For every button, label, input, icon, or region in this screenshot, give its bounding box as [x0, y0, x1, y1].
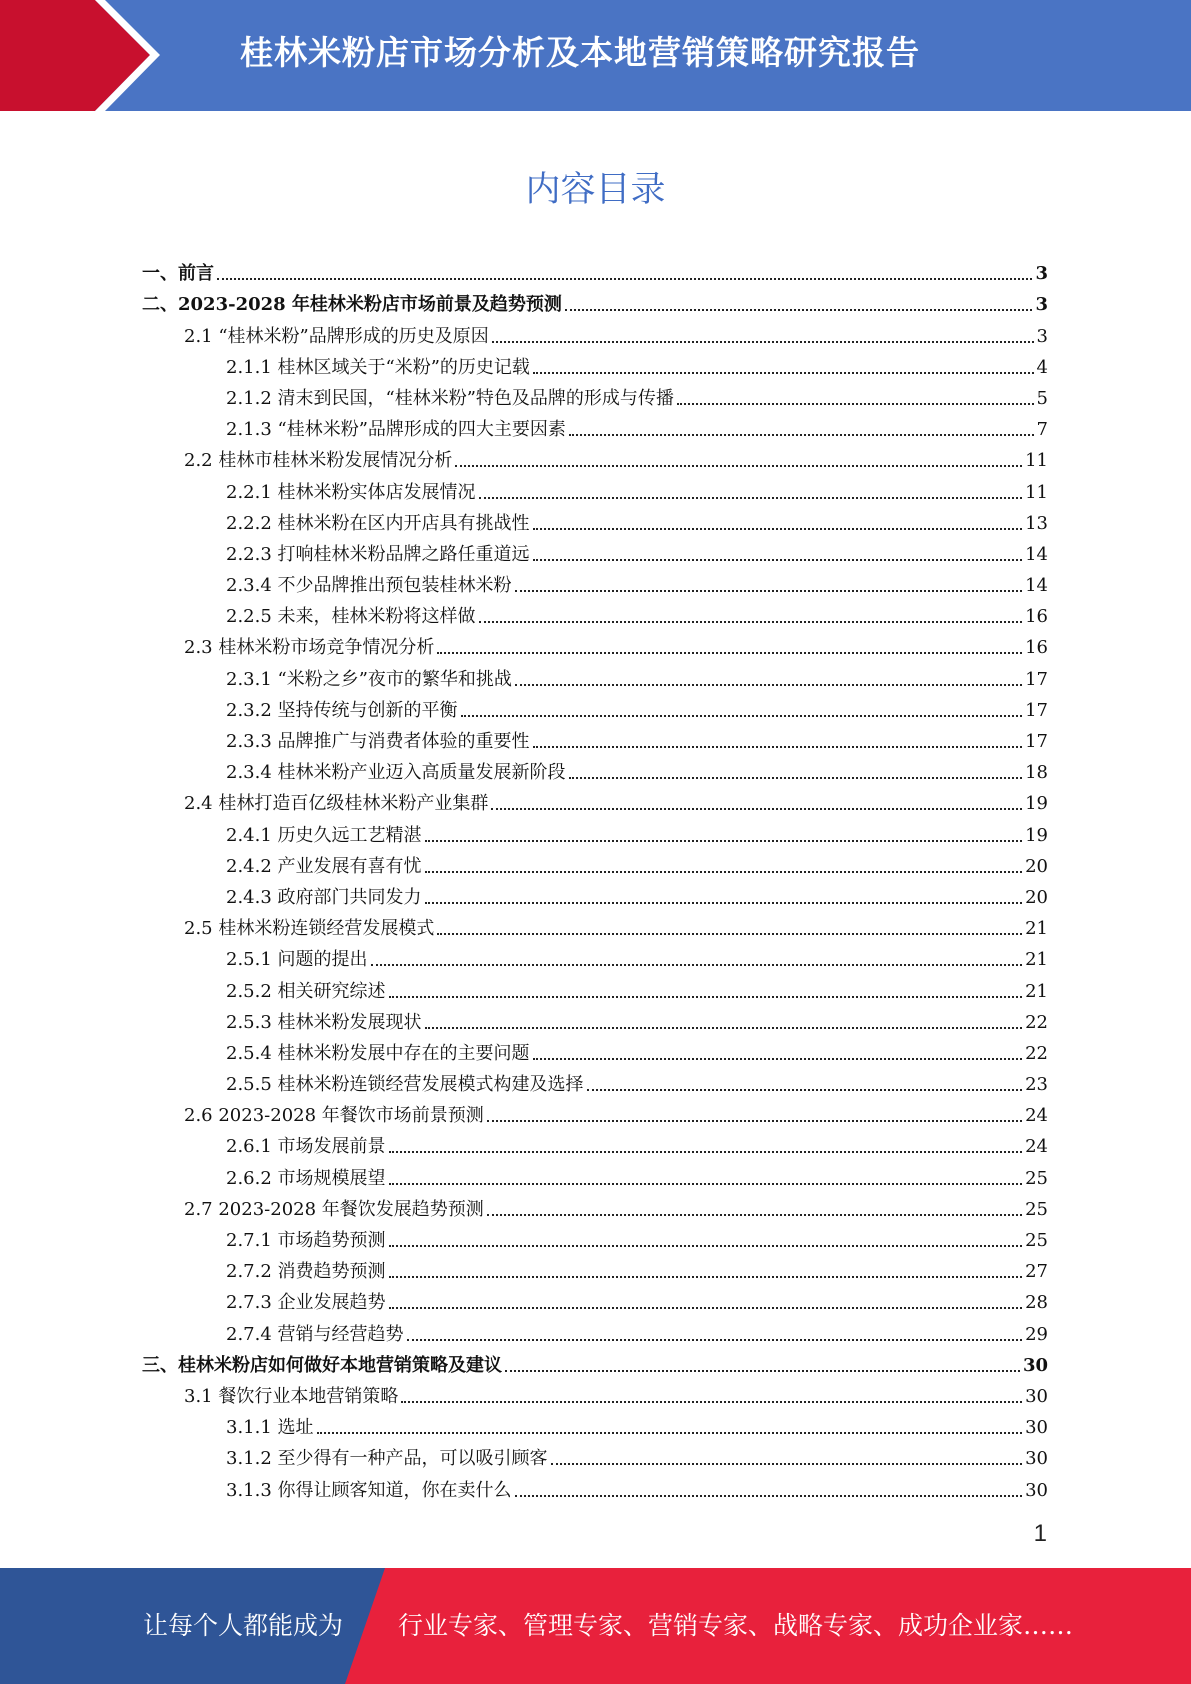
toc-entry-title: 2.3.1 “米粉之乡”夜市的繁华和挑战 [226, 668, 512, 690]
toc-entry-title: 2.1.2 清末到民国，“桂林米粉”特色及品牌的形成与传播 [226, 387, 674, 409]
toc-dot-leader [389, 1245, 1023, 1247]
toc-entry-title: 2.5.5 桂林米粉连锁经营发展模式构建及选择 [226, 1074, 584, 1096]
toc-entry-page: 14 [1025, 575, 1048, 597]
toc-dot-leader [425, 871, 1023, 873]
toc-entry-title: 2.3.3 品牌推广与消费者体验的重要性 [226, 731, 530, 752]
toc-dot-leader [217, 278, 1032, 280]
toc-entry-level3[interactable] [142, 691, 1048, 722]
toc-entry-page: 17 [1025, 668, 1048, 690]
toc-entry-title: 3.1.3 你得让顾客知道，你在卖什么 [226, 1479, 512, 1501]
toc-entry-level3[interactable] [142, 847, 1048, 878]
header-banner [0, 0, 1191, 111]
toc-entry-page: 5 [1036, 387, 1048, 409]
toc-entry-level3[interactable] [142, 1065, 1048, 1096]
toc-entry-level3[interactable] [142, 722, 1048, 753]
toc-dot-leader [515, 684, 1022, 686]
toc-entry-title: 2.6 2023-2028 年餐饮市场前景预测 [184, 1105, 484, 1127]
toc-entry-page: 19 [1025, 824, 1048, 846]
toc-dot-leader [533, 1058, 1023, 1060]
toc-dot-leader [437, 933, 1022, 935]
toc-entry-page: 24 [1025, 1136, 1048, 1158]
toc-entry-page: 22 [1025, 1042, 1048, 1064]
toc-entry-title: 2.6.2 市场规模展望 [226, 1167, 386, 1189]
toc-entry-page: 25 [1025, 1198, 1048, 1220]
toc-entry-title: 2.3 桂林米粉市场竞争情况分析 [184, 637, 435, 659]
toc-entry-title: 2.3.2 坚持传统与创新的平衡 [226, 699, 458, 721]
toc-entry-title: 2.1.3 “桂林米粉”品牌形成的四大主要因素 [226, 419, 566, 441]
toc-dot-leader [407, 1339, 1023, 1341]
toc-entry-level1[interactable] [142, 285, 1048, 316]
toc-dot-leader [389, 1183, 1023, 1185]
toc-dot-leader [425, 1027, 1023, 1029]
toc-dot-leader [401, 1401, 1022, 1403]
toc-entry-title: 2.1 “桂林米粉”品牌形成的历史及原因 [184, 325, 489, 347]
toc-dot-leader [515, 590, 1023, 592]
toc-entry-level2[interactable] [142, 441, 1048, 472]
toc-entry-level3[interactable] [142, 815, 1048, 846]
toc-entry-level3[interactable] [142, 1470, 1048, 1501]
toc-entry-level3[interactable] [142, 566, 1048, 597]
footer-banner [0, 1568, 1191, 1684]
toc-entry-page: 22 [1025, 1011, 1048, 1033]
toc-dot-leader [455, 465, 1022, 467]
toc-dot-leader [569, 777, 1023, 779]
toc-dot-leader [479, 621, 1023, 623]
toc-entry-title: 2.7.4 营销与经营趋势 [226, 1323, 404, 1345]
toc-entry-title: 2.4.1 历史久远工艺精湛 [226, 824, 422, 846]
toc-dot-leader [515, 1495, 1023, 1497]
toc-dot-leader [569, 434, 1034, 436]
toc-entry-level2[interactable] [142, 1377, 1048, 1408]
toc-entry-title: 2.2.5 未来，桂林米粉将这样做 [226, 606, 476, 628]
toc-dot-leader [533, 372, 1034, 374]
toc-entry-title: 2.2.3 打响桂林米粉品牌之路任重道远 [226, 543, 530, 565]
toc-dot-leader [487, 1214, 1022, 1216]
toc-dot-leader [491, 808, 1022, 810]
toc-dot-leader [371, 964, 1023, 966]
toc-dot-leader [551, 1463, 1023, 1465]
toc-entry-page: 30 [1025, 1417, 1048, 1439]
toc-entry-level3[interactable] [142, 940, 1048, 971]
toc-entry-page: 13 [1025, 512, 1048, 534]
toc-entry-level3[interactable] [142, 1252, 1048, 1283]
toc-dot-leader [487, 1120, 1022, 1122]
toc-entry-title: 一、前言 [142, 263, 214, 285]
toc-entry-level3[interactable] [142, 597, 1048, 628]
toc-entry-title: 2.5.1 问题的提出 [226, 949, 368, 971]
toc-entry-page: 25 [1025, 1167, 1048, 1189]
toc-dot-leader [425, 902, 1023, 904]
page-number: 1 [1033, 1520, 1047, 1547]
toc-entry-level2[interactable] [142, 1190, 1048, 1221]
toc-entry-page: 24 [1025, 1105, 1048, 1127]
toc-entry-level3[interactable] [142, 753, 1048, 784]
toc-entry-page: 20 [1025, 886, 1048, 908]
toc-entry-title: 2.4.3 政府部门共同发力 [226, 886, 422, 908]
toc-entry-title: 二、2023-2028 年桂林米粉店市场前景及趋势预测 [142, 294, 562, 316]
toc-entry-page: 30 [1025, 1479, 1048, 1501]
toc-entry-level3[interactable] [142, 971, 1048, 1002]
toc-entry-title: 2.5 桂林米粉连锁经营发展模式 [184, 918, 435, 940]
toc-dot-leader [425, 840, 1023, 842]
toc-entry-page: 28 [1025, 1292, 1048, 1314]
toc-entry-level3[interactable] [142, 1158, 1048, 1189]
toc-entry-level2[interactable] [142, 909, 1048, 940]
toc-dot-leader [389, 1151, 1023, 1153]
toc-entry-level3[interactable] [142, 472, 1048, 503]
toc-entry-level3[interactable] [142, 535, 1048, 566]
toc-entry-level3[interactable] [142, 1003, 1048, 1034]
toc-entry-page: 30 [1022, 1354, 1048, 1376]
toc-entry-page: 3 [1036, 325, 1048, 347]
document-title: 桂林米粉店市场分析及本地营销策略研究报告 [240, 33, 920, 72]
toc-entry-title: 2.6.1 市场发展前景 [226, 1136, 386, 1158]
toc-dot-leader [587, 1089, 1023, 1091]
toc-entry-title: 2.5.2 相关研究综述 [226, 980, 386, 1002]
toc-dot-leader [565, 309, 1033, 311]
toc-entry-page: 29 [1025, 1323, 1048, 1345]
toc-entry-level3[interactable] [142, 1408, 1048, 1439]
toc-entry-level3[interactable] [142, 1439, 1048, 1470]
toc-entry-title: 2.4.2 产业发展有喜有忧 [226, 855, 422, 877]
toc-entry-level1[interactable] [142, 254, 1048, 285]
toc-entry-page: 16 [1025, 606, 1048, 628]
toc-entry-page: 30 [1025, 1385, 1048, 1407]
toc-entry-title: 2.7.2 消费趋势预测 [226, 1261, 386, 1283]
toc-dot-leader [479, 497, 1023, 499]
toc-entry-level3[interactable] [142, 659, 1048, 690]
toc-entry-page: 21 [1025, 918, 1048, 940]
toc-entry-title: 2.2.1 桂林米粉实体店发展情况 [226, 481, 476, 503]
toc-entry-title: 3.1 餐饮行业本地营销策略 [184, 1385, 399, 1407]
toc-dot-leader [461, 715, 1023, 717]
toc-dot-leader [533, 528, 1023, 530]
toc-entry-level3[interactable] [142, 348, 1048, 379]
toc-entry-level3[interactable] [142, 504, 1048, 535]
toc-entry-level3[interactable] [142, 1314, 1048, 1345]
toc-entry-title: 2.7 2023-2028 年餐饮发展趋势预测 [184, 1198, 484, 1220]
toc-entry-title: 2.3.4 不少品牌推出预包装桂林米粉 [226, 575, 512, 597]
toc-entry-title: 2.2 桂林市桂林米粉发展情况分析 [184, 450, 453, 472]
toc-entry-level2[interactable] [142, 316, 1048, 347]
toc-entry-page: 27 [1025, 1261, 1048, 1283]
toc-list [142, 254, 1048, 1502]
toc-entry-level3[interactable] [142, 1127, 1048, 1158]
toc-dot-leader [389, 996, 1023, 998]
toc-entry-title: 2.5.4 桂林米粉发展中存在的主要问题 [226, 1042, 530, 1064]
toc-entry-level2[interactable] [142, 628, 1048, 659]
toc-entry-title: 2.7.1 市场趋势预测 [226, 1230, 386, 1251]
toc-dot-leader [389, 1276, 1023, 1278]
toc-entry-page: 17 [1025, 699, 1048, 721]
toc-entry-page: 11 [1025, 450, 1048, 472]
toc-entry-title: 2.2.2 桂林米粉在区内开店具有挑战性 [226, 512, 530, 534]
toc-entry-page: 7 [1036, 419, 1048, 441]
toc-entry-level3[interactable] [142, 379, 1048, 410]
toc-dot-leader [389, 1307, 1023, 1309]
toc-entry-page: 20 [1025, 855, 1048, 877]
toc-dot-leader [533, 746, 1023, 748]
footer-slogan: 让每个人都能成为 [143, 1611, 344, 1640]
toc-dot-leader [317, 1432, 1023, 1434]
toc-entry-page: 21 [1025, 949, 1048, 971]
toc-entry-page: 14 [1025, 543, 1048, 565]
toc-entry-title: 3.1.1 选址 [226, 1417, 314, 1439]
toc-entry-title: 2.5.3 桂林米粉发展现状 [226, 1011, 422, 1033]
toc-entry-level1[interactable] [142, 1346, 1048, 1377]
toc-dot-leader [492, 341, 1034, 343]
toc-entry-level3[interactable] [142, 878, 1048, 909]
toc-entry-page: 18 [1025, 762, 1048, 784]
footer-roles: 行业专家、管理专家、营销专家、战略专家、成功企业家…… [398, 1611, 1074, 1640]
toc-entry-level2[interactable] [142, 784, 1048, 815]
toc-entry-page: 19 [1025, 793, 1048, 815]
toc-dot-leader [505, 1370, 1020, 1372]
toc-entry-page: 4 [1036, 356, 1048, 378]
toc-entry-page: 3 [1035, 263, 1048, 285]
toc-entry-title: 3.1.2 至少得有一种产品，可以吸引顾客 [226, 1448, 548, 1470]
toc-dot-leader [437, 652, 1022, 654]
toc-entry-page: 23 [1025, 1074, 1048, 1096]
toc-entry-page: 16 [1025, 637, 1048, 659]
toc-entry-page: 17 [1025, 731, 1048, 752]
toc-dot-leader [533, 559, 1023, 561]
toc-entry-title: 2.4 桂林打造百亿级桂林米粉产业集群 [184, 793, 489, 815]
toc-entry-page: 25 [1025, 1230, 1048, 1251]
toc-entry-title: 三、桂林米粉店如何做好本地营销策略及建议 [142, 1354, 502, 1376]
toc-entry-level3[interactable] [142, 410, 1048, 441]
toc-entry-title: 2.7.3 企业发展趋势 [226, 1292, 386, 1314]
toc-entry-level2[interactable] [142, 1096, 1048, 1127]
toc-entry-title: 2.3.4 桂林米粉产业迈入高质量发展新阶段 [226, 762, 566, 784]
toc-entry-level3[interactable] [142, 1283, 1048, 1314]
toc-entry-page: 30 [1025, 1448, 1048, 1470]
toc-entry-page: 11 [1025, 481, 1048, 503]
toc-dot-leader [677, 403, 1034, 405]
toc-entry-page: 3 [1035, 294, 1048, 316]
toc-entry-title: 2.1.1 桂林区域关于“米粉”的历史记载 [226, 356, 530, 378]
toc-entry-level3[interactable] [142, 1034, 1048, 1065]
toc-entry-page: 21 [1025, 980, 1048, 1002]
toc-title: 内容目录 [525, 170, 666, 210]
toc-entry-level3[interactable] [142, 1221, 1048, 1252]
